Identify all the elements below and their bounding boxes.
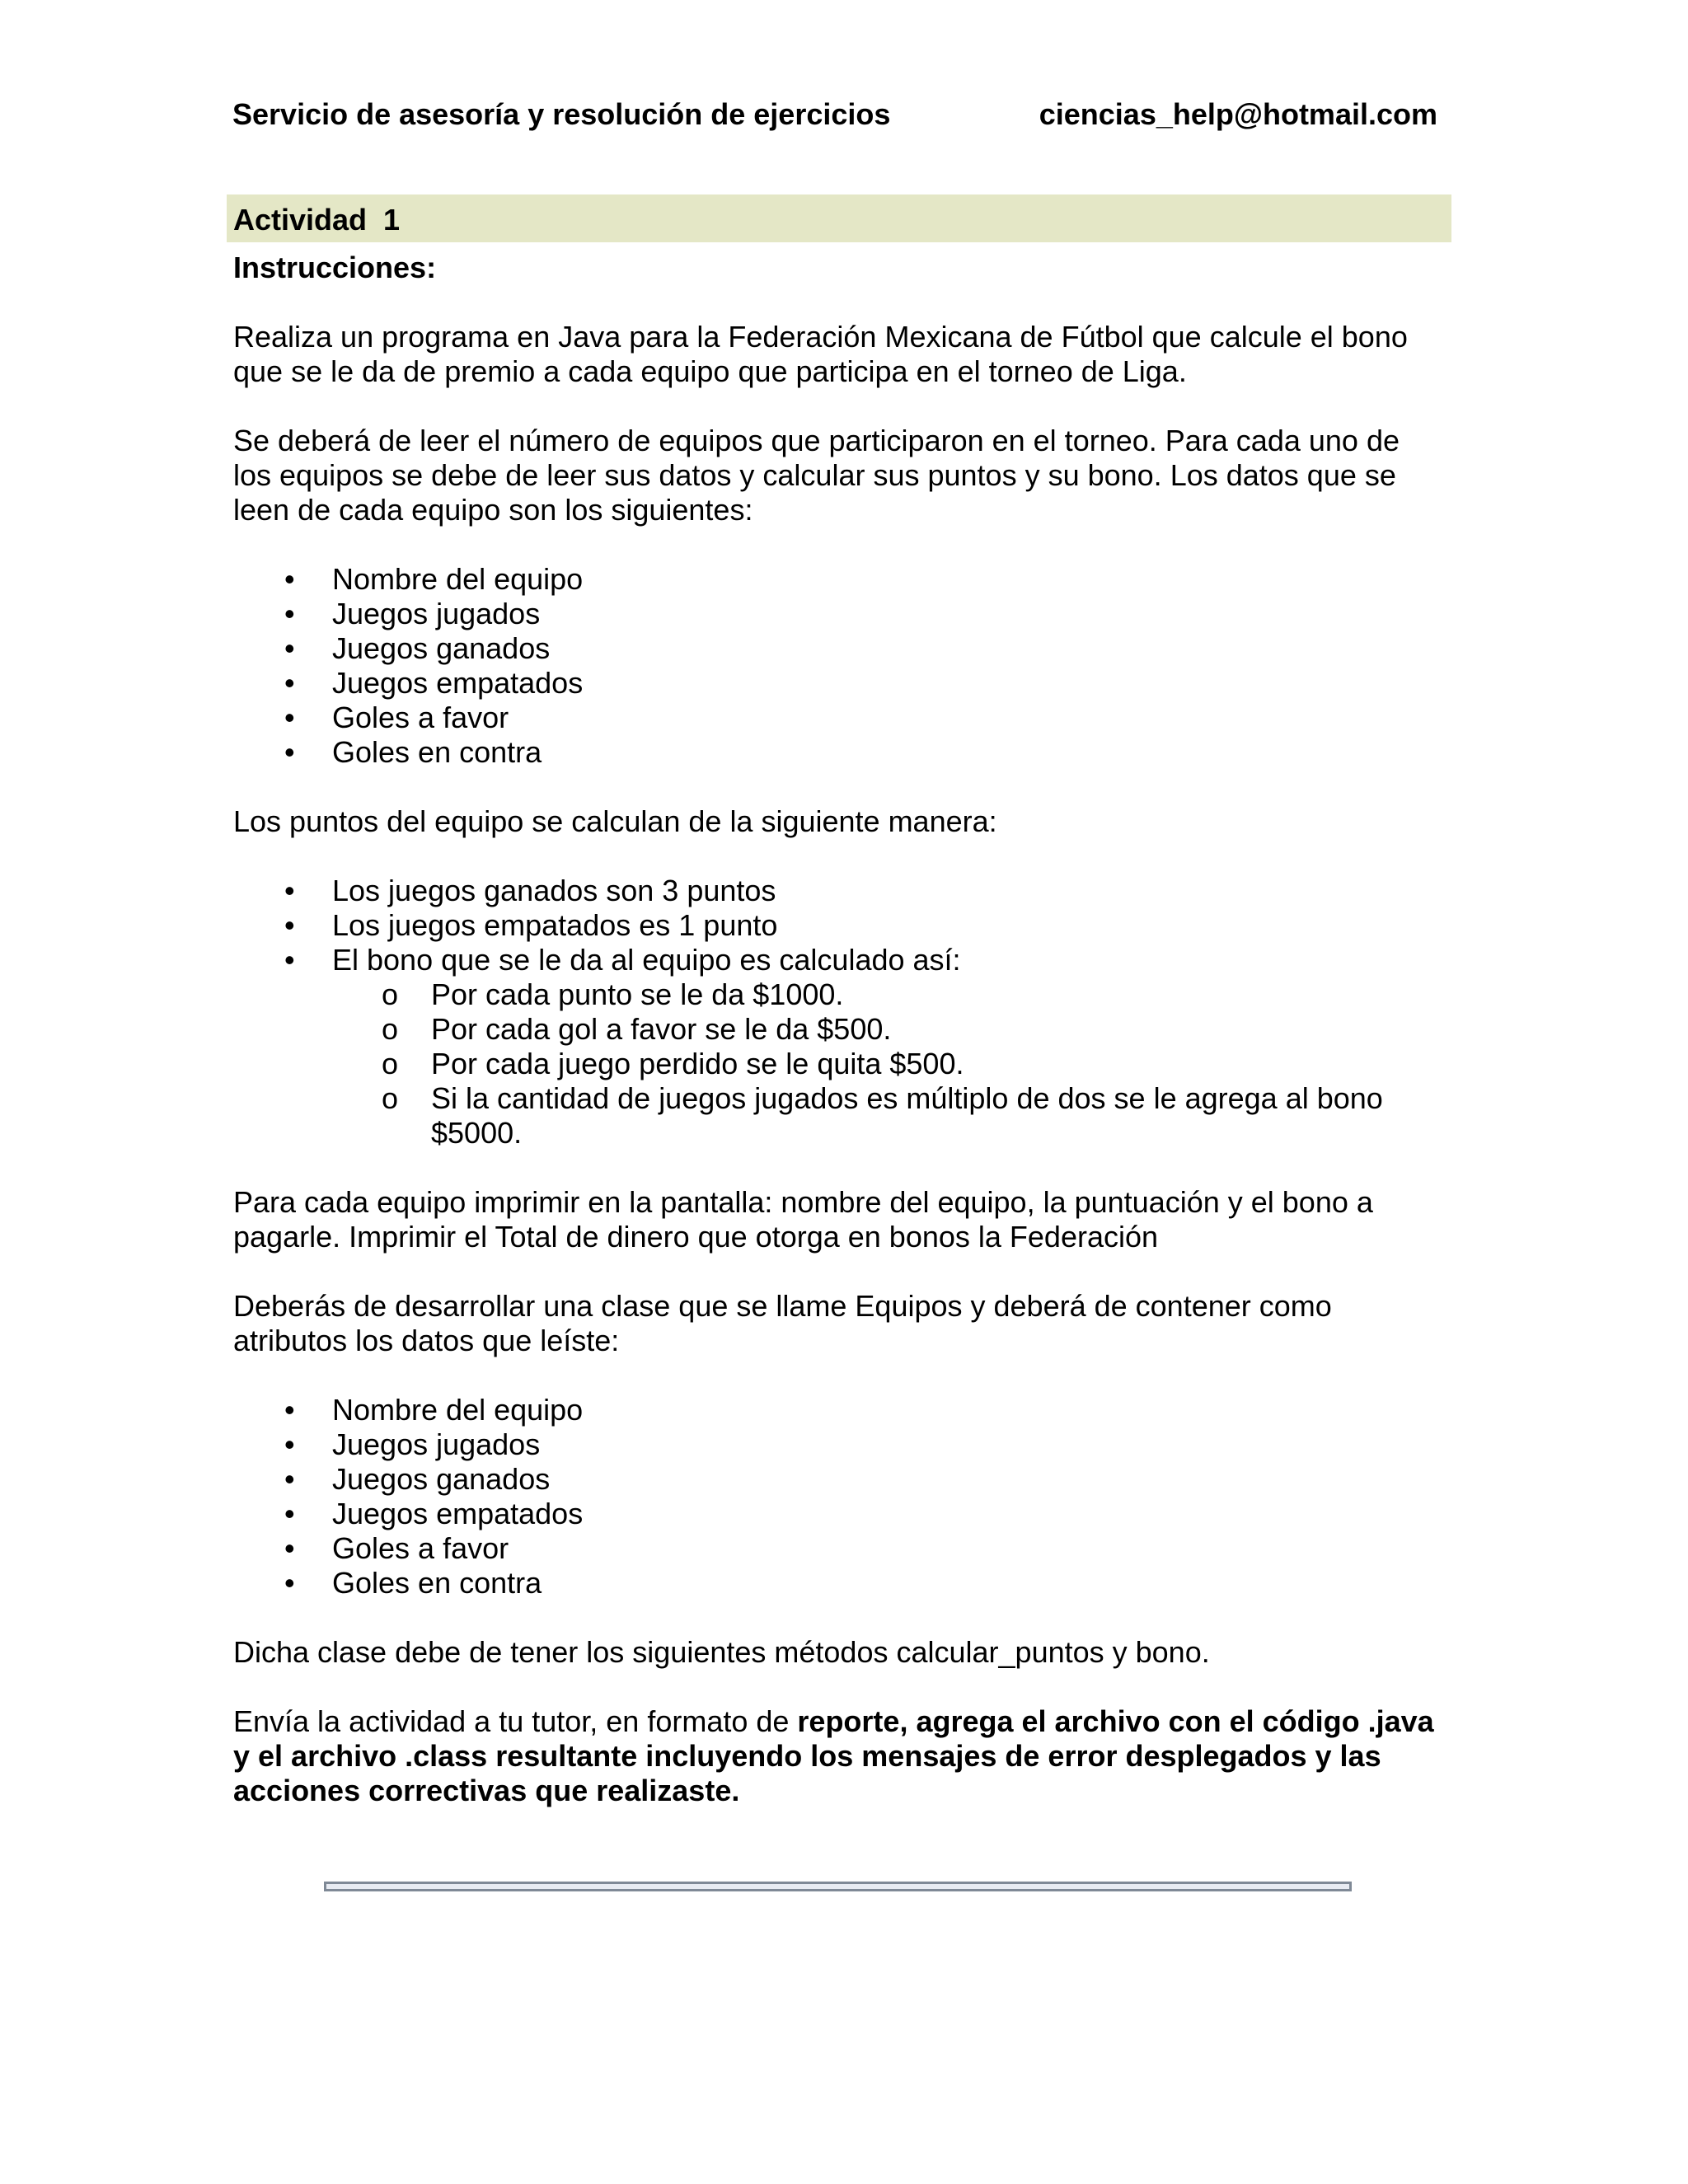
circle-bullet-icon: o — [382, 1047, 399, 1080]
list-item — [233, 735, 1445, 770]
list-item-label: Juegos empatados — [332, 1497, 584, 1530]
list-item — [233, 631, 1445, 666]
instructions-label: Instrucciones: — [233, 251, 437, 284]
list-item — [233, 908, 1445, 943]
bullet-icon: • — [284, 1427, 295, 1461]
bullet-icon: • — [284, 908, 295, 942]
bullet-icon: • — [284, 735, 295, 769]
submission-text: Envía la actividad a tu tutor, en formato de — [233, 1704, 798, 1738]
bullet-icon: • — [284, 943, 295, 977]
bullet-icon: • — [284, 597, 295, 630]
bullet-icon: • — [284, 874, 295, 907]
circle-bullet-icon: o — [382, 977, 399, 1011]
sub-list-item — [233, 1047, 1445, 1081]
list-item — [233, 943, 1445, 1151]
sub-list-item-label: Por cada punto se le da $1000. — [431, 977, 844, 1011]
bullet-icon: • — [284, 1566, 295, 1600]
class-attributes-list — [233, 1393, 1445, 1601]
list-item — [233, 1393, 1445, 1427]
list-item — [233, 666, 1445, 701]
list-item-label: Goles a favor — [332, 701, 509, 734]
document-body — [233, 251, 1445, 1843]
bullet-icon: • — [284, 1393, 295, 1427]
bullet-icon: • — [284, 1462, 295, 1496]
sub-list-item-label: Por cada gol a favor se le da $500. — [431, 1012, 892, 1046]
list-item-label: Juegos empatados — [332, 666, 584, 700]
list-item-label: Goles a favor — [332, 1531, 509, 1565]
list-item-label: Juegos ganados — [332, 1462, 551, 1496]
bullet-icon: • — [284, 562, 295, 596]
paragraph-print-output: Para cada equipo imprimir en la pantalla: nombre del equipo, la puntuación y el bono a pagarle. Imprimir el Total de dinero que otorga en bonos la Federación — [233, 1185, 1373, 1254]
list-item-label: Juegos jugados — [332, 597, 541, 630]
list-item-label: Goles en contra — [332, 1566, 542, 1600]
bullet-icon: • — [284, 666, 295, 700]
list-item — [233, 1427, 1445, 1462]
list-item-label: Juegos jugados — [332, 1427, 541, 1461]
list-item — [233, 597, 1445, 631]
list-item-label: Nombre del equipo — [332, 1393, 584, 1427]
paragraph-submission — [233, 1704, 1445, 1808]
team-data-list — [233, 562, 1445, 770]
list-item — [233, 562, 1445, 597]
bullet-icon: • — [284, 701, 295, 734]
list-item-label: Los juegos ganados son 3 puntos — [332, 874, 776, 907]
list-item — [233, 1566, 1445, 1601]
list-item-label: Nombre del equipo — [332, 562, 584, 596]
list-item — [233, 1531, 1445, 1566]
circle-bullet-icon: o — [382, 1012, 399, 1046]
list-item-label: Juegos ganados — [332, 631, 551, 665]
bullet-icon: • — [284, 1531, 295, 1565]
paragraph-class-attributes: Deberás de desarrollar una clase que se llame Equipos y deberá de contener como atributos los datos que leíste: — [233, 1289, 1332, 1357]
list-item-label: Los juegos empatados es 1 punto — [332, 908, 778, 942]
sub-list-item — [233, 1012, 1445, 1047]
paragraph-methods: Dicha clase debe de tener los siguientes métodos calcular_puntos y bono. — [233, 1635, 1210, 1669]
points-rules-list — [233, 874, 1445, 1151]
header-service-title: Servicio de asesoría y resolución de ejercicios — [232, 97, 891, 131]
list-item — [233, 874, 1445, 908]
list-item — [233, 1462, 1445, 1497]
paragraph-intro: Realiza un programa en Java para la Federación Mexicana de Fútbol que calcule el bono que se le da de premio a cada equipo que participa en el torneo de Liga. — [233, 320, 1408, 388]
activity-title: Actividad 1 — [233, 203, 401, 237]
sub-list-item — [233, 977, 1445, 1012]
sub-list-item-label: Por cada juego perdido se le quita $500. — [431, 1047, 964, 1080]
horizontal-rule — [324, 1882, 1352, 1891]
list-item-label: El bono que se le da al equipo es calculado así: — [332, 943, 961, 977]
list-item — [233, 701, 1445, 735]
circle-bullet-icon: o — [382, 1081, 399, 1115]
sub-list-item-label: Si la cantidad de juegos jugados es múltiplo de dos se le agrega al bono $5000. — [431, 1081, 1383, 1150]
list-item-label: Goles en contra — [332, 735, 542, 769]
bonus-rules-list — [233, 977, 1445, 1151]
submission-text-bold: reporte, agrega el archivo con el código .java y el archivo .class resultante incluyendo los mensajes de error desplegados y las acciones correctivas que realizaste. — [233, 1704, 1434, 1807]
paragraph-data-reading: Se deberá de leer el número de equipos que participaron en el torneo. Para cada uno de los equipos se debe de leer sus datos y calcular sus puntos y su bono. Los datos que se leen de cada equipo son los siguientes: — [233, 424, 1400, 527]
bullet-icon: • — [284, 1497, 295, 1530]
list-item — [233, 1497, 1445, 1531]
activity-title-bar — [227, 194, 1451, 242]
paragraph-points-intro: Los puntos del equipo se calculan de la siguiente manera: — [233, 804, 997, 838]
header-email: ciencias_help@hotmail.com — [1039, 97, 1437, 131]
bullet-icon: • — [284, 631, 295, 665]
sub-list-item — [233, 1081, 1445, 1151]
